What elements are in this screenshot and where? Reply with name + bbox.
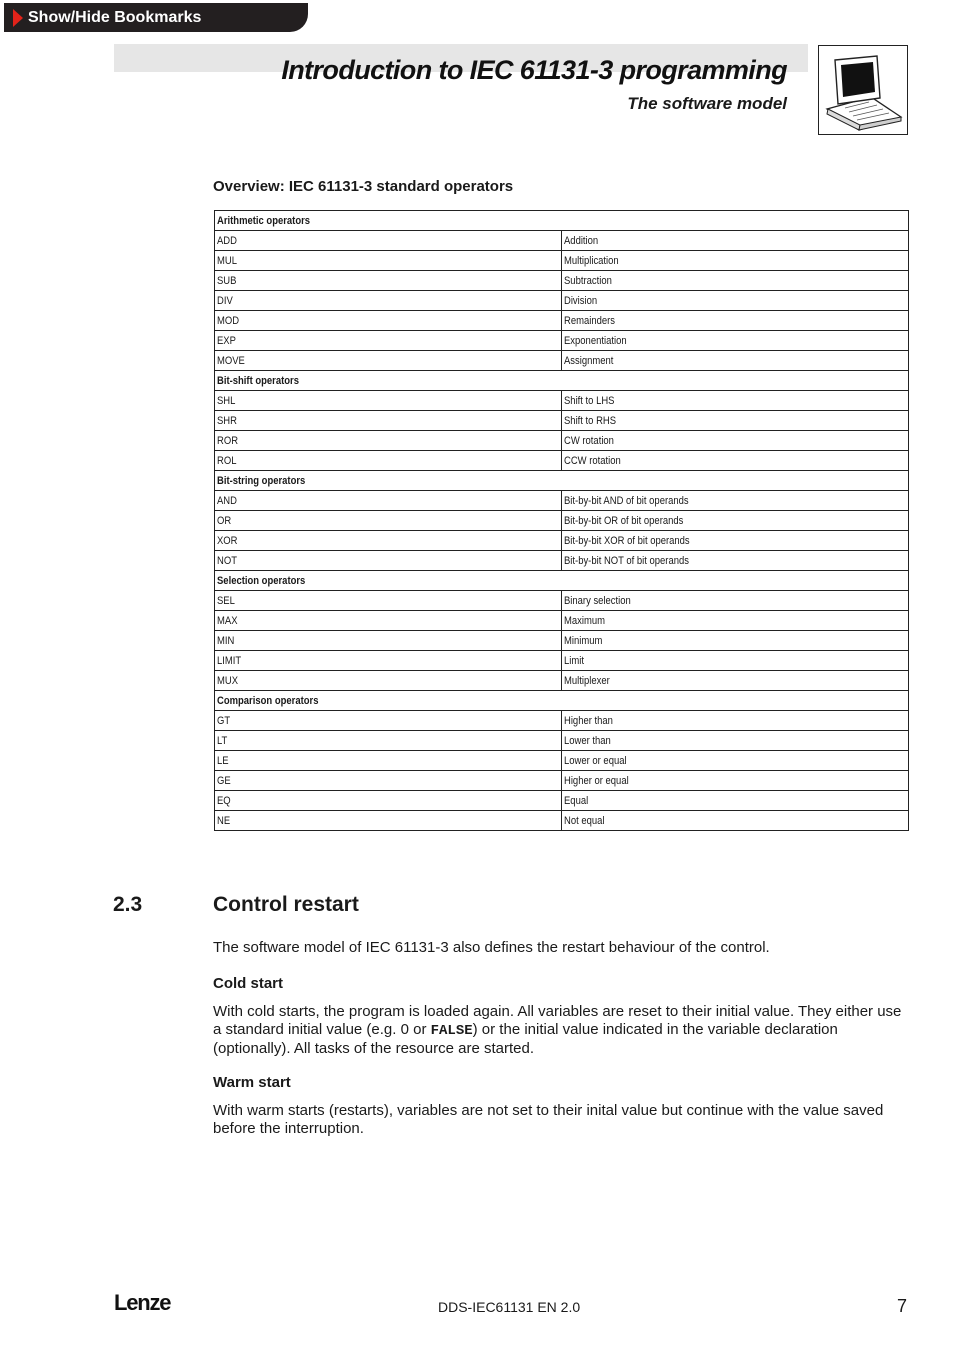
table-row — [215, 291, 909, 311]
table-group-header — [215, 571, 909, 591]
operator-name: LT — [217, 734, 228, 747]
operator-name: SHL — [217, 394, 236, 407]
operator-name: ROR — [217, 434, 239, 447]
document-id: DDS-IEC61131 EN 2.0 — [438, 1299, 581, 1315]
cold-start-heading: Cold start — [213, 975, 284, 992]
operator-description: Lower or equal — [564, 754, 627, 767]
operator-description: Lower than — [564, 734, 611, 747]
operator-cell — [215, 511, 562, 531]
description-cell — [562, 391, 909, 411]
group-name-cell — [215, 211, 909, 231]
code-false: FALSE — [430, 1023, 473, 1039]
description-cell — [562, 671, 909, 691]
group-name: Arithmetic operators — [217, 214, 311, 227]
operator-name: NOT — [217, 554, 237, 567]
operator-cell — [215, 351, 562, 371]
description-cell — [562, 511, 909, 531]
group-name: Bit-shift operators — [217, 374, 299, 387]
cold-start-paragraph — [213, 1003, 910, 1058]
operators-table — [214, 210, 909, 831]
operator-name: MOD — [217, 314, 240, 327]
operator-description: Higher than — [564, 714, 613, 727]
table-row — [215, 431, 909, 451]
operator-description: Minimum — [564, 634, 603, 647]
table-row — [215, 451, 909, 471]
group-name: Comparison operators — [217, 694, 319, 707]
description-cell — [562, 491, 909, 511]
operator-name: AND — [217, 494, 237, 507]
operator-name: XOR — [217, 534, 238, 547]
warm-start-heading: Warm start — [213, 1074, 291, 1091]
table-caption: Overview: IEC 61131-3 standard operators — [213, 178, 514, 195]
operator-name: GE — [217, 774, 231, 787]
operator-name: SEL — [217, 594, 235, 607]
description-cell — [562, 291, 909, 311]
operator-description: Bit-by-bit XOR of bit operands — [564, 534, 690, 547]
operator-description: Bit-by-bit NOT of bit operands — [564, 554, 689, 567]
table-group-header — [215, 471, 909, 491]
page-subtitle: The software model — [627, 94, 787, 113]
operator-description: Assignment — [564, 354, 614, 367]
operator-name: MOVE — [217, 354, 245, 367]
description-cell — [562, 311, 909, 331]
operator-description: Not equal — [564, 814, 605, 827]
cold-start-text-2: ) or the initial value indicated in the variable declaration (optionally). All tasks of the resource are started. — [213, 1021, 838, 1057]
description-cell — [562, 751, 909, 771]
description-cell — [562, 451, 909, 471]
table-row — [215, 311, 909, 331]
description-cell — [562, 611, 909, 631]
group-name-cell — [215, 371, 909, 391]
operator-description: Bit-by-bit OR of bit operands — [564, 514, 684, 527]
operator-description: Equal — [564, 794, 589, 807]
operator-description: Exponentiation — [564, 334, 627, 347]
operator-name: OR — [217, 514, 232, 527]
operator-cell — [215, 811, 562, 831]
operator-name: EQ — [217, 794, 231, 807]
table-row — [215, 351, 909, 371]
table-row — [215, 771, 909, 791]
operator-cell — [215, 331, 562, 351]
operator-cell — [215, 591, 562, 611]
group-name-cell — [215, 691, 909, 711]
table-group-header — [215, 371, 909, 391]
operator-description: Higher or equal — [564, 774, 629, 787]
page-number: 7 — [897, 1296, 908, 1316]
table-row — [215, 671, 909, 691]
section-title: Control restart — [213, 893, 359, 916]
table-row — [215, 651, 909, 671]
section-intro: The software model of IEC 61131-3 also defines the restart behaviour of the control. — [213, 939, 770, 956]
operator-description: CCW rotation — [564, 454, 621, 467]
description-cell — [562, 771, 909, 791]
description-cell — [562, 711, 909, 731]
operator-cell — [215, 651, 562, 671]
laptop-icon — [818, 45, 908, 135]
description-cell — [562, 351, 909, 371]
operator-name: DIV — [217, 294, 233, 307]
operator-description: Bit-by-bit AND of bit operands — [564, 494, 689, 507]
operator-cell — [215, 711, 562, 731]
table-row — [215, 751, 909, 771]
table-row — [215, 391, 909, 411]
operator-name: ROL — [217, 454, 237, 467]
table-row — [215, 631, 909, 651]
operator-cell — [215, 551, 562, 571]
operator-cell — [215, 631, 562, 651]
description-cell — [562, 411, 909, 431]
group-name: Selection operators — [217, 574, 306, 587]
operator-cell — [215, 491, 562, 511]
operator-cell — [215, 751, 562, 771]
operator-cell — [215, 391, 562, 411]
table-row — [215, 271, 909, 291]
operator-name: MIN — [217, 634, 235, 647]
table-row — [215, 731, 909, 751]
table-row — [215, 411, 909, 431]
operator-description: Shift to RHS — [564, 414, 617, 427]
operator-cell — [215, 311, 562, 331]
description-cell — [562, 631, 909, 651]
operator-description: Subtraction — [564, 274, 612, 287]
group-name: Bit-string operators — [217, 474, 306, 487]
table-row — [215, 611, 909, 631]
operator-name: SUB — [217, 274, 237, 287]
table-row — [215, 791, 909, 811]
description-cell — [562, 791, 909, 811]
operator-cell — [215, 431, 562, 451]
description-cell — [562, 731, 909, 751]
description-cell — [562, 331, 909, 351]
table-row — [215, 231, 909, 251]
table-row — [215, 491, 909, 511]
description-cell — [562, 651, 909, 671]
operator-name: ADD — [217, 234, 237, 247]
description-cell — [562, 431, 909, 451]
operator-description: CW rotation — [564, 434, 614, 447]
table-row — [215, 251, 909, 271]
operator-name: LIMIT — [217, 654, 242, 667]
operator-description: Remainders — [564, 314, 616, 327]
operator-name: MAX — [217, 614, 238, 627]
operator-name: EXP — [217, 334, 236, 347]
description-cell — [562, 811, 909, 831]
description-cell — [562, 551, 909, 571]
operator-cell — [215, 671, 562, 691]
lenze-logo: Lenze — [114, 1290, 171, 1315]
operator-name: GT — [217, 714, 231, 727]
section-number: 2.3 — [113, 893, 143, 916]
operator-name: MUX — [217, 674, 239, 687]
description-cell — [562, 271, 909, 291]
operator-description: Addition — [564, 234, 599, 247]
table-row — [215, 511, 909, 531]
operator-description: Limit — [564, 654, 584, 667]
operator-description: Multiplexer — [564, 674, 610, 687]
operator-cell — [215, 791, 562, 811]
cold-start-text-1: With cold starts, the program is loaded again. All variables are reset to their initial value. They either use a standard initial value (e.g. 0 or — [213, 1003, 902, 1038]
table-row — [215, 811, 909, 831]
operator-name: MUL — [217, 254, 237, 267]
warm-start-paragraph: With warm starts (restarts), variables are not set to their inital value but continue with the value saved before the interruption. — [213, 1102, 884, 1137]
page-title: Introduction to IEC 61131-3 programming — [281, 55, 787, 85]
operator-cell — [215, 251, 562, 271]
description-cell — [562, 231, 909, 251]
table-row — [215, 591, 909, 611]
table-row — [215, 551, 909, 571]
operator-description: Multiplication — [564, 254, 619, 267]
operator-cell — [215, 731, 562, 751]
operator-name: LE — [217, 754, 229, 767]
operator-cell — [215, 271, 562, 291]
operator-cell — [215, 231, 562, 251]
table-group-header — [215, 211, 909, 231]
show-hide-bookmarks-button[interactable] — [4, 3, 308, 32]
description-cell — [562, 531, 909, 551]
triangle-right-icon — [13, 9, 23, 27]
operator-cell — [215, 411, 562, 431]
table-group-header — [215, 691, 909, 711]
operator-description: Division — [564, 294, 598, 307]
operator-cell — [215, 531, 562, 551]
table-row — [215, 711, 909, 731]
operator-description: Maximum — [564, 614, 605, 627]
table-row — [215, 531, 909, 551]
description-cell — [562, 591, 909, 611]
operator-cell — [215, 451, 562, 471]
operator-description: Shift to LHS — [564, 394, 615, 407]
operator-cell — [215, 611, 562, 631]
table-row — [215, 331, 909, 351]
group-name-cell — [215, 571, 909, 591]
operator-description: Binary selection — [564, 594, 631, 607]
operator-name: NE — [217, 814, 231, 827]
description-cell — [562, 251, 909, 271]
bookmarks-label: Show/Hide Bookmarks — [28, 8, 202, 26]
group-name-cell — [215, 471, 909, 491]
operator-cell — [215, 291, 562, 311]
operator-cell — [215, 771, 562, 791]
operator-name: SHR — [217, 414, 237, 427]
